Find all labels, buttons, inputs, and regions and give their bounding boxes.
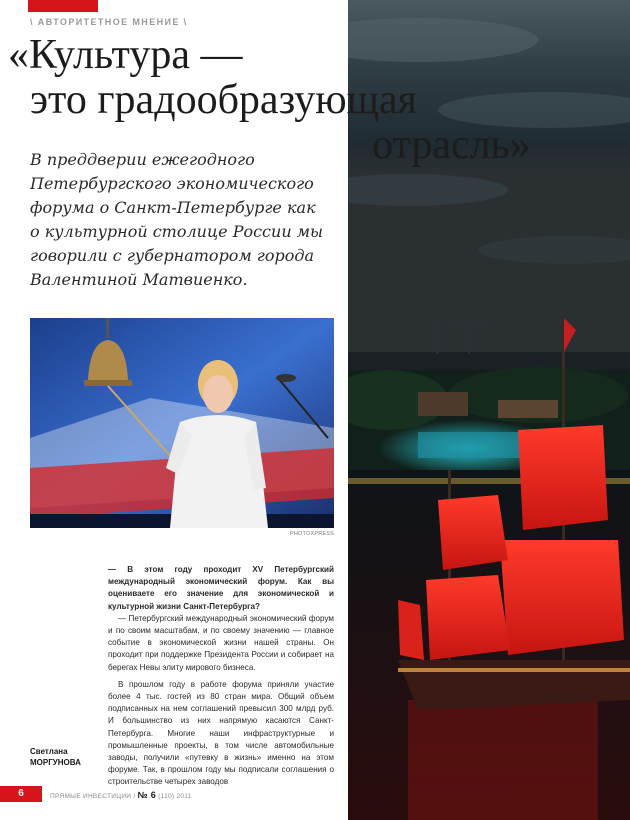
interview-answer-paragraph: В прошлом году в работе форума приняли участие более 4 тыс. гостей из 80 стран мира. Общий объем подписанных на нем соглашений превысил 300 млрд руб. И большинство из них напрямую касаются Санкт-Петербурга. Многие наши инфраструктурные и промышленные проекты, в том числе автомобильные заводы, получили «путевку в жизнь» именно на этом форуме. Так, в прошлом году мы подписали соглашения о строительстве четырех заводов bbox=[108, 679, 334, 787]
author-byline bbox=[30, 746, 106, 768]
magazine-footer bbox=[50, 790, 192, 800]
photo-credit: PHOTOXPRESS bbox=[290, 531, 334, 537]
accent-tab bbox=[28, 0, 98, 12]
magazine-name: ПРЯМЫЕ ИНВЕСТИЦИИ bbox=[50, 793, 132, 800]
article-body bbox=[108, 564, 334, 789]
title-line-1: «Культура — bbox=[8, 32, 243, 78]
interview-answer-paragraph: — Петербургский международный экономический форум и по своим масштабам, и по своему значению — главное событие в экономической жизни нашей страны. Он проходит при поддержке Президента России и собирает на берегах Невы элиту мирового бизнеса. bbox=[108, 613, 334, 672]
title-line-3: отрасль» bbox=[372, 122, 531, 168]
section-rubric: \ АВТОРИТЕТНОЕ МНЕНИЕ \ bbox=[30, 17, 188, 27]
author-last-name: МОРГУНОВА bbox=[30, 758, 81, 767]
interview-question: — В этом году проходит XV Петербургский международный экономический форум. Как вы оцениваете его значение для экономической и культурной жизни Санкт-Петербурга? bbox=[108, 565, 334, 611]
governor-bell-photo bbox=[30, 318, 334, 528]
issue-number: № 6 bbox=[137, 790, 157, 800]
footer-separator: / bbox=[133, 793, 136, 800]
author-first-name: Светлана bbox=[30, 747, 68, 756]
article-lead: В преддверии ежегодного Петербургского экономического форума о Санкт-Петербурге как о культурной столице России мы говорили с губернатором города Валентиной Матвиенко. bbox=[30, 150, 323, 289]
issue-detail: (110) 2011 bbox=[158, 793, 192, 800]
page-number: 6 bbox=[18, 788, 24, 799]
title-line-2: это градообразующая bbox=[30, 77, 417, 123]
